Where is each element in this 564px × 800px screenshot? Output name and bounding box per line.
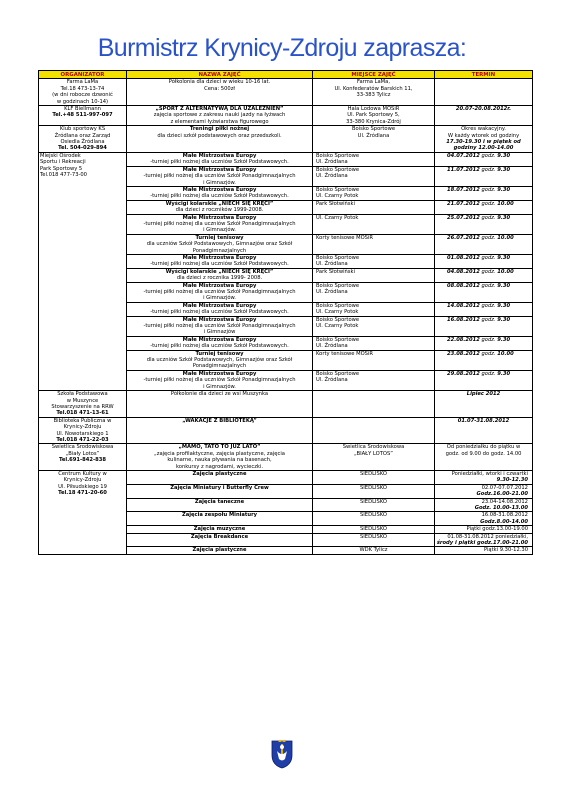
term-hour: 9.30 [497, 186, 511, 193]
term-date: 23.08.2012 [447, 350, 480, 357]
org-line: Ul. Piłsudskiego 19 [58, 483, 107, 490]
term-line: 01.08-31.08.2012 poniedziałki, [447, 533, 528, 540]
event-name-cell: Zajęcia taneczne [127, 498, 313, 512]
place-cell: SIEDLISKO [313, 512, 435, 526]
header-term: TERMIN [435, 71, 533, 79]
term-line: Piątki godz.13.00-19.00 [466, 526, 528, 533]
term-hour-prefix: godz. [479, 370, 498, 377]
place-line: Boisko Sportowe [316, 186, 360, 193]
place-line: Park Słotwiński [316, 268, 355, 275]
term-cell [435, 316, 533, 336]
event-name-cell [127, 126, 313, 153]
event-name-cell: Półkolonie dla dzieci ze wsi Muszynka [127, 391, 313, 418]
table-row [39, 126, 533, 153]
place-line: Ul. Źródlana [316, 377, 348, 384]
place-line: Boisko Sportowe [351, 126, 396, 133]
place-line: Ul. Źródlana [316, 261, 348, 268]
org-line: w godzinach 10-14) [56, 98, 109, 105]
event-name-cell: Zajęcia plastyczne [127, 547, 313, 554]
term-hour: 9.30 [497, 282, 511, 289]
event-name-cell [127, 79, 313, 106]
term-line: środy i piątki godz.17.00-21.00 [436, 540, 528, 547]
place-line: Ul. Czarny Potok [316, 309, 359, 316]
term-hour-prefix: godz. [479, 268, 498, 275]
org-line: Park Sportowy 5 [40, 165, 83, 172]
event-desc: i Gimnazjów. [203, 179, 236, 186]
place-line: Boisko Sportowe [316, 302, 360, 309]
event-desc: i Gimnazjów [203, 329, 236, 336]
term-line: 02.07-07.07.2012 [481, 484, 528, 491]
org-line: Źródlana oraz Zarząd [54, 132, 111, 139]
event-name-cell [127, 200, 313, 214]
event-name-cell: Zajęcia Miniatury i Butterfly Crew [127, 484, 313, 498]
event-desc: „zajęcia profilaktyczne, zajęcia plastyczne, zajęcia [154, 450, 285, 457]
event-desc: -turniej piłki nożnej dla uczniów Szkół Ponadgimnazjalnych [143, 220, 296, 227]
place-line: Boisko Sportowe [316, 166, 360, 173]
table-row [39, 106, 533, 126]
event-desc: zajęcia sportowe z zakresu nauki jazdy na łyżwach [153, 112, 286, 119]
event-desc: -turniej piłki nożnej dla uczniów Szkół Ponadgimnazjalnych [143, 173, 296, 180]
place-line: Ul. Konfederatów Barskich 11, [334, 85, 413, 92]
org-line: Tel.+48 511-997-097 [52, 112, 113, 119]
event-title: Turniej tenisowy [195, 234, 244, 241]
place-cell [313, 316, 435, 336]
event-title: Małe Mistrzostwa Europy [182, 316, 257, 323]
place-line: Świetlica Środowiskowa [342, 444, 405, 451]
term-hour-prefix: godz. [479, 302, 498, 309]
term-hour: 10.00 [497, 234, 514, 241]
place-line: Ul. Źródlana [316, 173, 348, 180]
term-hour-prefix: godz. [479, 152, 498, 159]
term-hour: 9.30 [497, 214, 511, 221]
event-name-cell [127, 166, 313, 186]
organizer-cell [39, 470, 127, 554]
term-cell [435, 547, 533, 554]
term-hour-prefix: godz. [479, 166, 498, 173]
place-cell [313, 268, 435, 282]
event-title: Małe Mistrzostwa Europy [182, 152, 257, 159]
term-line: Od poniedziałku do piątku w [446, 444, 521, 451]
crest-icon [270, 739, 294, 769]
event-desc: kulinarne, nauka pływania na basenach, [167, 457, 272, 464]
term-line: 23.04-14.08.2012 [481, 498, 528, 505]
event-name-cell [127, 350, 313, 370]
event-desc: -turniej piłki nożnej dla uczniów Szkół Podstawowych. [150, 159, 289, 166]
term-cell [435, 234, 533, 254]
term-hour: 10.00 [497, 200, 514, 207]
org-line: Krynicy-Zdroju [63, 477, 102, 484]
term-date: 26.07.2012 [447, 234, 480, 241]
term-hour-prefix: godz. [479, 254, 498, 261]
org-line: Klub sportowy KS [59, 126, 106, 133]
term-date: 25.07.2012 [447, 214, 480, 221]
term-hour: 9.30 [497, 166, 511, 173]
event-title: Małe Mistrzostwa Europy [182, 166, 257, 173]
term-hour: 9.30 [497, 152, 511, 159]
event-desc: -turniej piłki nożnej dla uczniów Szkół Ponadgimnazjalnych [143, 377, 296, 384]
term-hour-prefix: godz. [479, 316, 498, 323]
term-cell [435, 526, 533, 533]
event-desc: Ponadgimnazjalnych [192, 247, 247, 254]
event-desc: dla dzieci z rocznika 1999- 2008. [176, 275, 263, 282]
term-line: 16.08-31.08.2012 [481, 512, 528, 519]
term-hour-prefix: godz. [479, 214, 498, 221]
event-title: Małe Mistrzostwa Europy [182, 282, 257, 289]
place-line: 33-380 Krynica-Zdrój [346, 118, 401, 125]
term-cell [435, 126, 533, 153]
organizer-cell [39, 152, 127, 390]
org-line: Centrum Kultury w [58, 470, 107, 477]
org-line: Tel.018 477-73-00 [40, 172, 87, 179]
place-line: Boisko Sportowe [316, 152, 360, 159]
term-cell [435, 214, 533, 234]
place-line: Boisko Sportowe [316, 336, 360, 343]
term-date: 01.08.2012 [447, 254, 480, 261]
event-name-cell: Zajęcia plastyczne [127, 470, 313, 484]
event-desc: i Gimnazjów. [203, 227, 236, 234]
event-name-cell [127, 444, 313, 471]
term-date: 11.07.2012 [447, 166, 480, 173]
place-line: Korty tenisowe MOSiR [316, 234, 374, 241]
place-cell: SIEDLISKO [313, 470, 435, 484]
table-body [39, 79, 533, 554]
term-cell [435, 79, 533, 106]
place-line: Ul. Czarny Potok [316, 193, 359, 200]
org-line: Świetlica Środowiskowa [51, 444, 114, 451]
place-cell [313, 336, 435, 350]
term-hour-prefix: godz. [479, 234, 498, 241]
term-date: 04.08.2012 [447, 268, 480, 275]
org-line: „Biały Lotos” [65, 450, 100, 457]
org-line: Ul. Nowotarskiego 1 [56, 430, 109, 437]
term-hour: 9.30 [497, 302, 511, 309]
place-cell: WDK Tylicz [313, 547, 435, 554]
org-line: w Muszynce [66, 397, 99, 404]
org-line: Tel. 504-029-894 [58, 145, 107, 152]
place-line: Boisko Sportowe [316, 282, 360, 289]
place-cell [313, 350, 435, 370]
event-title: „MAMO, TATO TO JUŻ LATO” [178, 444, 261, 451]
term-date: 04.07.2012 [447, 152, 480, 159]
org-line: KLF Biellmann [64, 106, 101, 113]
term-hour: 9.30 [497, 336, 511, 343]
term-cell [435, 152, 533, 166]
term-line: Godz.8.00-14.00 [480, 518, 528, 525]
table-row [39, 444, 533, 471]
place-line: 33-383 Tylicz [356, 92, 391, 99]
event-name-cell [127, 282, 313, 302]
place-cell [313, 282, 435, 302]
event-desc: -turniej piłki nożnej dla uczniów Szkół Ponadgimnazjalnych [143, 323, 296, 330]
term-cell [435, 254, 533, 268]
term-line: godziny 12.00-14.00 [453, 145, 514, 152]
event-name-cell [127, 316, 313, 336]
table-row [39, 470, 533, 484]
org-line: Stowarzyszenie na RRW [51, 403, 114, 410]
place-cell [313, 126, 435, 153]
event-title: Turniej tenisowy [195, 350, 244, 357]
event-title: Wyścigi kolarskie „NIECH SIĘ KRĘCI” [165, 268, 274, 275]
term-hour-prefix: godz. [479, 350, 498, 357]
organizer-cell [39, 417, 127, 444]
org-line: Farma LaMa [66, 79, 99, 86]
term-hour: 10.00 [497, 268, 514, 275]
term-line: Godz.16.00-21.00 [476, 491, 528, 498]
term-line: Godz. 10.00-13.00 [474, 505, 528, 511]
event-desc: i Gimnazjów. [203, 295, 236, 302]
event-title: Małe Mistrzostwa Europy [182, 370, 257, 377]
term-cell [435, 498, 533, 512]
event-desc: dla uczniów Szkół Podstawowych, Gimnazjów oraz Szkół [146, 357, 293, 364]
header-organizer: ORGANIZATOR [39, 71, 127, 79]
header-event-name: NAZWA ZAJĘĆ [127, 71, 313, 79]
place-cell [313, 152, 435, 166]
org-line: Biblioteka Publiczna w [53, 417, 112, 424]
place-cell [313, 166, 435, 186]
event-desc: -turniej piłki nożnej dla uczniów Szkół Podstawowych. [150, 261, 289, 268]
event-name-cell: Zajęcia zespołu Miniatury [127, 512, 313, 526]
place-line: Ul. Czarny Potok [316, 323, 359, 330]
event-desc: Ponadgimnazjalnych [192, 363, 247, 370]
place-cell [313, 186, 435, 200]
term-cell [435, 268, 533, 282]
place-line: Ul. Źródlana [316, 289, 348, 295]
term-hour-prefix: godz. [479, 200, 498, 207]
event-desc: -turniej piłki nożnej dla uczniów Szkół Podstawowych. [150, 309, 289, 316]
event-title: Małe Mistrzostwa Europy [182, 214, 257, 221]
term-cell [435, 336, 533, 350]
place-cell [313, 417, 435, 444]
term-date: 16.08.2012 [447, 316, 480, 323]
org-line: Tel.691-842-838 [59, 457, 106, 464]
place-cell [313, 214, 435, 234]
event-name-cell [127, 336, 313, 350]
event-name-cell [127, 152, 313, 166]
place-line: Korty tenisowe MOSiR [316, 350, 374, 357]
place-cell [313, 234, 435, 254]
place-line: Park Słotwiński [316, 200, 355, 207]
term-hour: 9.30 [497, 254, 511, 261]
header-place: MIEJSCE ZAJĘĆ [313, 71, 435, 79]
event-title: Wyścigi kolarskie „NIECH SIĘ KRĘCI” [165, 200, 274, 207]
term-hour-prefix: godz. [479, 282, 498, 289]
events-table [38, 70, 533, 555]
place-cell [313, 444, 435, 471]
place-line: Boisko Sportowe [316, 254, 360, 261]
term-date: 29.08.2012 [447, 370, 480, 377]
place-cell [313, 370, 435, 390]
org-line: Sportu i Rekreacji [40, 159, 86, 166]
org-line: Osiedla Źródlana [60, 139, 105, 146]
event-name-cell [127, 370, 313, 390]
term-cell [435, 370, 533, 390]
term-date: 21.07.2012 [447, 200, 480, 207]
term-hour: 10.00 [497, 350, 514, 357]
event-title: Małe Mistrzostwa Europy [182, 302, 257, 309]
event-name-cell [127, 268, 313, 282]
event-desc: -turniej piłki nożnej dla uczniów Szkół Podstawowych. [150, 343, 289, 350]
term-cell [435, 484, 533, 498]
org-line: Szkoła Podstawowa [57, 391, 108, 398]
term-cell: 01.07-31.08.2012 [435, 417, 533, 444]
place-line: Ul. Źródlana [357, 132, 390, 139]
place-line: Ul. Czarny Potok [316, 214, 359, 221]
place-cell [313, 79, 435, 106]
term-cell [435, 200, 533, 214]
term-line: W każdy wtorek od godziny [447, 132, 520, 139]
term-cell [435, 186, 533, 200]
term-line: 9.30-12.30 [496, 477, 528, 484]
event-title: Małe Mistrzostwa Europy [182, 186, 257, 193]
event-desc: Półkolonia dla dzieci w wieku 10-16 lat. [168, 79, 271, 86]
term-cell [435, 166, 533, 186]
place-cell: SIEDLISKO [313, 533, 435, 547]
event-price: Cena: 500zł [204, 85, 235, 92]
term-date: 18.07.2012 [447, 186, 480, 193]
term-line: 17.30-19.30 i w piątek od [446, 139, 521, 146]
term-hour-prefix: godz. [479, 336, 498, 343]
place-cell: SIEDLISKO [313, 484, 435, 498]
term-cell [435, 282, 533, 302]
place-line: Boisko Sportowe [316, 316, 360, 323]
event-title: Treningi piłki nożnej [189, 126, 250, 133]
event-desc: i Gimnazjów. [203, 383, 236, 390]
event-title: Małe Mistrzostwa Europy [182, 336, 257, 343]
org-line: Miejski Ośrodek [40, 152, 81, 159]
event-desc: -turniej piłki nożnej dla uczniów Szkół Ponadgimnazjalnych [143, 289, 296, 295]
term-cell [435, 512, 533, 526]
term-cell: 20.07-20.08.2012r. [435, 106, 533, 126]
term-date: 14.08.2012 [447, 302, 480, 309]
event-name-cell [127, 234, 313, 254]
place-line: Ul. Źródlana [316, 159, 348, 166]
place-line: Ul. Źródlana [316, 343, 348, 350]
term-cell [435, 470, 533, 484]
event-desc: dla dzieci z roczników 1999-2008. [175, 207, 264, 214]
place-line: „BIAŁY LOTOS” [354, 450, 393, 457]
event-title: Małe Mistrzostwa Europy [182, 254, 257, 261]
event-name-cell [127, 214, 313, 234]
term-cell [435, 350, 533, 370]
org-line: Tel.018 471-13-61 [56, 410, 109, 417]
event-desc: z elementami łyżwiarstwa figurowego [170, 118, 269, 125]
term-line: godz. od 9.00 do godz. 14.00 [445, 450, 522, 457]
event-title: „SPORT Z ALTERNATYWĄ DLA UZALEŻNIEŃ” [155, 106, 284, 113]
term-cell: Lipiec 2012 [435, 391, 533, 418]
term-line: Poniedziałki, wtorki i czwartki [451, 470, 528, 477]
place-cell [313, 391, 435, 418]
place-cell [313, 106, 435, 126]
term-cell [435, 533, 533, 547]
term-hour-prefix: godz. [479, 186, 498, 193]
term-date: 22.08.2012 [447, 336, 480, 343]
organizer-cell [39, 106, 127, 126]
org-line: Tel.018 471-22-03 [56, 436, 109, 443]
event-name-cell [127, 302, 313, 316]
org-line: Tel.18 473-13-74 [60, 85, 105, 92]
term-date: 08.08.2012 [447, 282, 480, 289]
table-row [39, 391, 533, 418]
place-cell [313, 200, 435, 214]
place-line: Boisko Sportowe [316, 370, 360, 377]
organizer-cell [39, 79, 127, 106]
event-desc: konkursy z nagrodami, wycieczki. [175, 463, 264, 470]
organizer-cell [39, 391, 127, 418]
event-desc: dla dzieci szkół podstawowych oraz przedszkoli. [157, 132, 282, 139]
event-name-cell [127, 186, 313, 200]
page-title: Burmistrz Krynicy-Zdroju zaprasza: [97, 34, 467, 62]
term-cell [435, 444, 533, 471]
organizer-cell [39, 444, 127, 471]
term-cell [435, 302, 533, 316]
event-name-cell: Zajęcia Breakdance [127, 533, 313, 547]
table-row [39, 79, 533, 106]
place-line: Farma LaMa, [357, 79, 390, 86]
place-cell: SIEDLISKO [313, 498, 435, 512]
org-line: Krynicy-Zdroju [63, 424, 102, 431]
event-desc: dla uczniów Szkół Podstawowych, Gimnazjów oraz Szkół [146, 241, 293, 248]
table-row [39, 417, 533, 444]
place-line: Ul. Park Sportowy 5, [347, 112, 400, 119]
term-line: Piątki 9.30-12.30 [483, 547, 528, 554]
event-name-cell: „WAKACJE Z BIBLIOTEKĄ” [127, 417, 313, 444]
event-name-cell: Zajęcia muzyczne [127, 526, 313, 533]
org-line: Tel.18 471-20-60 [58, 490, 107, 497]
org-line: (w dni robocze dzwonić [52, 92, 113, 99]
term-hour: 9.30 [497, 316, 511, 323]
place-cell [313, 254, 435, 268]
organizer-cell [39, 126, 127, 153]
term-hour: 9.30 [497, 370, 511, 377]
table-header-row [39, 71, 533, 79]
place-cell [313, 302, 435, 316]
place-line: Hala Lodowa MOSiR [347, 106, 400, 113]
event-name-cell [127, 254, 313, 268]
term-line: Okres wakacyjny. [461, 126, 506, 133]
event-name-cell [127, 106, 313, 126]
table-row [39, 152, 533, 166]
place-cell: SIEDLISKO [313, 526, 435, 533]
event-desc: -turniej piłki nożnej dla uczniów Szkół Podstawowych. [150, 193, 289, 200]
